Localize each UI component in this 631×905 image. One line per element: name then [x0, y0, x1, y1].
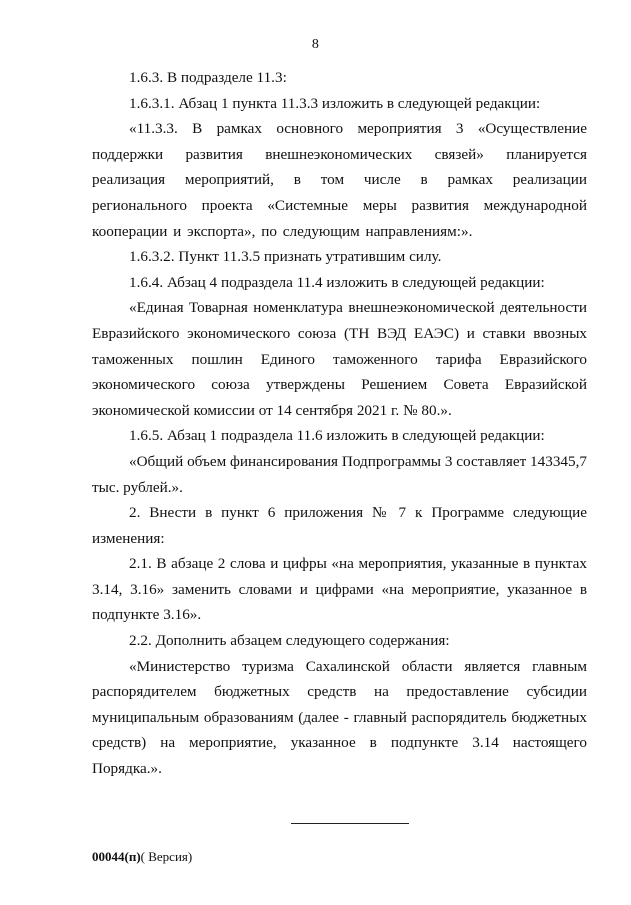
document-code: 00044(п) — [92, 849, 141, 864]
paragraph-1-6-4: 1.6.4. Абзац 4 подраздела 11.4 изложить в следующей редакции: — [129, 273, 545, 291]
paragraph-2: 2. Внести в пункт 6 приложения № 7 к Программе следующие изменения: — [92, 504, 587, 547]
paragraph-1-6-3: 1.6.3. В подразделе 11.3: — [129, 69, 287, 86]
paragraph-quote-11-3-3: «11.3.3. В рамках основного мероприятия 3 «Осуществление поддержки развития внешнеэкономических связей» планируется реализация мероприятий, в том числе в рамках реализации регионального проекта «Системные меры развития международной кооперации и экспорта», по следующим направлениям:». — [92, 120, 587, 240]
paragraph-1-6-5: 1.6.5. Абзац 1 подраздела 11.6 изложить в следующей редакции: — [129, 427, 545, 445]
paragraph-1-6-3-1: 1.6.3.1. Абзац 1 пункта 11.3.3 изложить в следующей редакции: — [129, 94, 541, 112]
paragraph-quote-financing: «Общий объем финансирования Подпрограммы 3 составляет 143345,7 тыс. рублей.». — [92, 452, 587, 496]
paragraph-2-1: 2.1. В абзаце 2 слова и цифры «на мероприятия, указанные в пунктах 3.14, 3.16» заменить словами и цифрами «на мероприятие, указанное в подпункте 3.16». — [92, 555, 587, 624]
paragraph-1-6-3-2: 1.6.3.2. Пункт 11.3.5 признать утратившим силу. — [129, 248, 442, 266]
version-label: ( Версия) — [140, 849, 193, 864]
footer-divider — [291, 823, 409, 824]
paragraph-2-2: 2.2. Дополнить абзацем следующего содержания: — [129, 632, 450, 650]
page-number: 8 — [311, 37, 320, 52]
document-body — [92, 65, 587, 782]
paragraph-quote-tn-ved: «Единая Товарная номенклатура внешнеэкономической деятельности Евразийского экономического союза (ТН ВЭД ЕАЭС) и ставки ввозных таможенных пошлин Единого таможенного тарифа Евразийского экономического союза утверждены Решением Совета Евразийской экономической комиссии от 14 сентября 2021 г. № 80.». — [92, 299, 587, 419]
document-version — [92, 849, 192, 865]
paragraph-quote-ministry: «Министерство туризма Сахалинской области является главным распорядителем бюджетных средств на предоставление субсидии муниципальным образованиям (далее - главный распорядитель бюджетных средств) на мероприятие, указанное в подпункте 3.14 настоящего Порядка.». — [92, 657, 587, 778]
